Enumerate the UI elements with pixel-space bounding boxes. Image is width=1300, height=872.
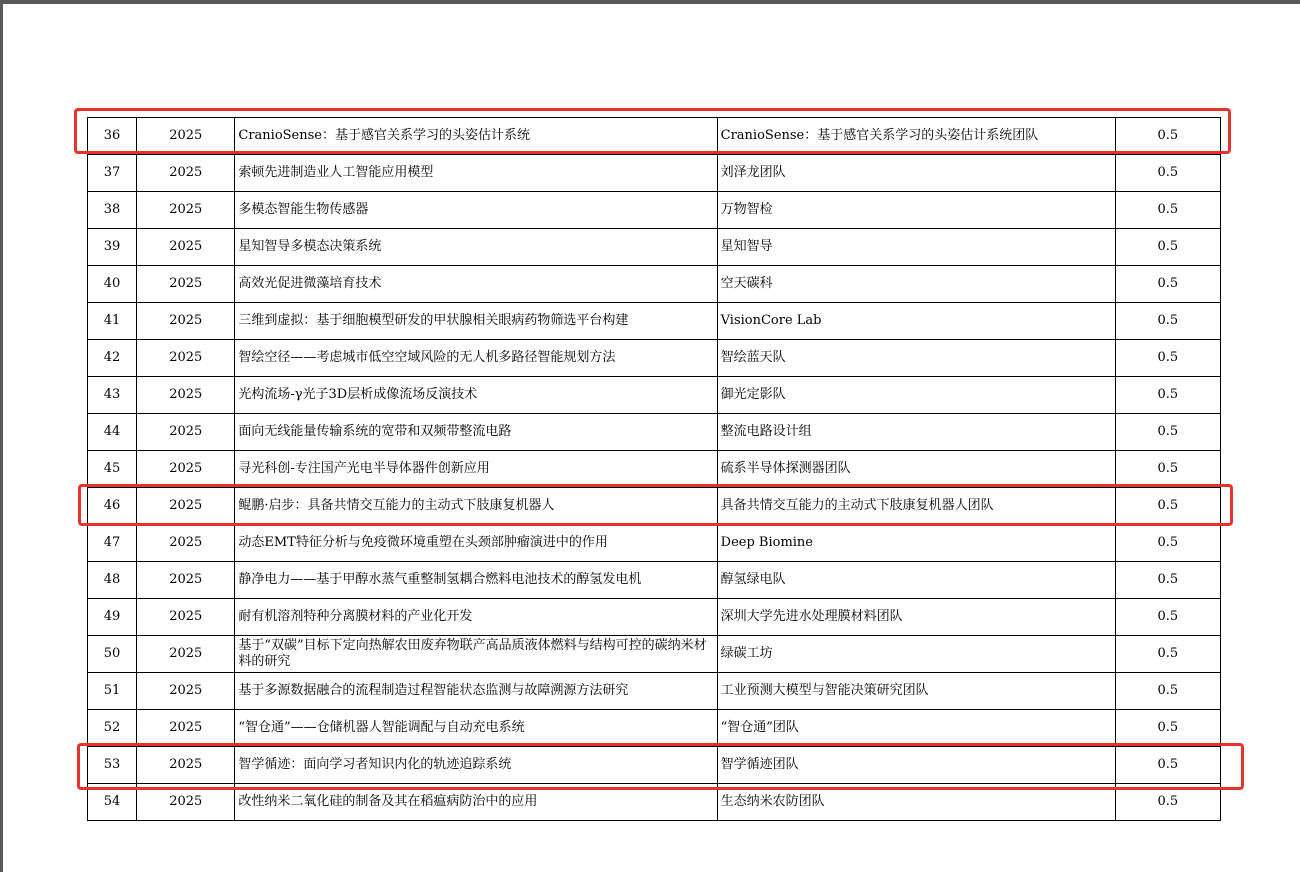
year-cell: 2025 — [137, 710, 235, 747]
award-table — [87, 117, 1221, 821]
row-number-cell: 47 — [88, 525, 137, 562]
score-cell: 0.5 — [1115, 303, 1220, 340]
year-cell: 2025 — [137, 673, 235, 710]
project-title-cell: 静净电力——基于甲醇水蒸气重整制氢耦合燃料电池技术的醇氢发电机 — [235, 562, 717, 599]
year-cell: 2025 — [137, 155, 235, 192]
table-row — [88, 599, 1221, 636]
row-number-cell: 53 — [88, 747, 137, 784]
table-row — [88, 414, 1221, 451]
row-number-cell: 43 — [88, 377, 137, 414]
row-number-cell: 45 — [88, 451, 137, 488]
team-name-cell: 生态纳米农防团队 — [717, 784, 1115, 821]
row-number-cell: 49 — [88, 599, 137, 636]
score-cell: 0.5 — [1115, 525, 1220, 562]
year-cell: 2025 — [137, 414, 235, 451]
score-cell: 0.5 — [1115, 340, 1220, 377]
table-row — [88, 192, 1221, 229]
table-row — [88, 229, 1221, 266]
team-name-cell: 御光定影队 — [717, 377, 1115, 414]
year-cell: 2025 — [137, 340, 235, 377]
table-body — [88, 118, 1221, 821]
team-name-cell: 智绘蓝天队 — [717, 340, 1115, 377]
year-cell: 2025 — [137, 303, 235, 340]
team-name-cell: 万物智检 — [717, 192, 1115, 229]
table-row — [88, 266, 1221, 303]
year-cell: 2025 — [137, 747, 235, 784]
project-title-cell: 耐有机溶剂特种分离膜材料的产业化开发 — [235, 599, 717, 636]
project-title-cell: 动态EMT特征分析与免疫微环境重塑在头颈部肿瘤演进中的作用 — [235, 525, 717, 562]
table-row — [88, 451, 1221, 488]
score-cell: 0.5 — [1115, 451, 1220, 488]
score-cell: 0.5 — [1115, 155, 1220, 192]
team-name-cell: CranioSense：基于感官关系学习的头姿估计系统团队 — [717, 118, 1115, 155]
team-name-cell: 硫系半导体探测器团队 — [717, 451, 1115, 488]
project-title-cell: 改性纳米二氧化硅的制备及其在稻瘟病防治中的应用 — [235, 784, 717, 821]
project-title-cell: 智绘空径——考虑城市低空空域风险的无人机多路径智能规划方法 — [235, 340, 717, 377]
project-title-cell: 基于“双碳”目标下定向热解农田废弃物联产高品质液体燃料与结构可控的碳纳米材料的研究 — [235, 636, 717, 673]
team-name-cell: 醇氢绿电队 — [717, 562, 1115, 599]
team-name-cell: “智仓通”团队 — [717, 710, 1115, 747]
team-name-cell: Deep Biomine — [717, 525, 1115, 562]
project-title-cell: 基于多源数据融合的流程制造过程智能状态监测与故障溯源方法研究 — [235, 673, 717, 710]
table-row — [88, 340, 1221, 377]
team-name-cell: 绿碳工坊 — [717, 636, 1115, 673]
row-number-cell: 42 — [88, 340, 137, 377]
team-name-cell: 深圳大学先进水处理膜材料团队 — [717, 599, 1115, 636]
table-row — [88, 636, 1221, 673]
table-row — [88, 562, 1221, 599]
team-name-cell: 刘泽龙团队 — [717, 155, 1115, 192]
table-row — [88, 784, 1221, 821]
row-number-cell: 41 — [88, 303, 137, 340]
year-cell: 2025 — [137, 229, 235, 266]
project-title-cell: 智学循迹：面向学习者知识内化的轨迹追踪系统 — [235, 747, 717, 784]
row-number-cell: 38 — [88, 192, 137, 229]
year-cell: 2025 — [137, 525, 235, 562]
row-number-cell: 48 — [88, 562, 137, 599]
table-row — [88, 155, 1221, 192]
table-row — [88, 118, 1221, 155]
score-cell: 0.5 — [1115, 710, 1220, 747]
row-number-cell: 44 — [88, 414, 137, 451]
year-cell: 2025 — [137, 562, 235, 599]
row-number-cell: 37 — [88, 155, 137, 192]
project-title-cell: 索顿先进制造业人工智能应用模型 — [235, 155, 717, 192]
table-row — [88, 303, 1221, 340]
year-cell: 2025 — [137, 599, 235, 636]
score-cell: 0.5 — [1115, 377, 1220, 414]
row-number-cell: 52 — [88, 710, 137, 747]
score-cell: 0.5 — [1115, 414, 1220, 451]
year-cell: 2025 — [137, 118, 235, 155]
project-title-cell: 鲲鹏·启步：具备共情交互能力的主动式下肢康复机器人 — [235, 488, 717, 525]
year-cell: 2025 — [137, 192, 235, 229]
row-number-cell: 46 — [88, 488, 137, 525]
score-cell: 0.5 — [1115, 562, 1220, 599]
year-cell: 2025 — [137, 636, 235, 673]
team-name-cell: 空天碳科 — [717, 266, 1115, 303]
row-number-cell: 54 — [88, 784, 137, 821]
year-cell: 2025 — [137, 377, 235, 414]
row-number-cell: 50 — [88, 636, 137, 673]
team-name-cell: 工业预测大模型与智能决策研究团队 — [717, 673, 1115, 710]
score-cell: 0.5 — [1115, 266, 1220, 303]
score-cell: 0.5 — [1115, 784, 1220, 821]
team-name-cell: 智学循迹团队 — [717, 747, 1115, 784]
table-row — [88, 525, 1221, 562]
project-title-cell: 光构流场-γ光子3D层析成像流场反演技术 — [235, 377, 717, 414]
table-row — [88, 673, 1221, 710]
project-title-cell: 三维到虚拟：基于细胞模型研发的甲状腺相关眼病药物筛选平台构建 — [235, 303, 717, 340]
row-number-cell: 39 — [88, 229, 137, 266]
score-cell: 0.5 — [1115, 192, 1220, 229]
team-name-cell: 具备共情交互能力的主动式下肢康复机器人团队 — [717, 488, 1115, 525]
team-name-cell: 整流电路设计组 — [717, 414, 1115, 451]
row-number-cell: 36 — [88, 118, 137, 155]
score-cell: 0.5 — [1115, 673, 1220, 710]
table-row — [88, 710, 1221, 747]
project-title-cell: 面向无线能量传输系统的宽带和双频带整流电路 — [235, 414, 717, 451]
team-name-cell: VisionCore Lab — [717, 303, 1115, 340]
score-cell: 0.5 — [1115, 488, 1220, 525]
year-cell: 2025 — [137, 451, 235, 488]
project-title-cell: 星知智导多模态决策系统 — [235, 229, 717, 266]
score-cell: 0.5 — [1115, 229, 1220, 266]
table-row — [88, 488, 1221, 525]
project-title-cell: 多模态智能生物传感器 — [235, 192, 717, 229]
project-title-cell: 寻光科创-专注国产光电半导体器件创新应用 — [235, 451, 717, 488]
row-number-cell: 51 — [88, 673, 137, 710]
project-title-cell: “智仓通”——仓储机器人智能调配与自动充电系统 — [235, 710, 717, 747]
table-row — [88, 747, 1221, 784]
score-cell: 0.5 — [1115, 118, 1220, 155]
score-cell: 0.5 — [1115, 599, 1220, 636]
table-row — [88, 377, 1221, 414]
year-cell: 2025 — [137, 784, 235, 821]
score-cell: 0.5 — [1115, 747, 1220, 784]
team-name-cell: 星知智导 — [717, 229, 1115, 266]
project-title-cell: CranioSense：基于感官关系学习的头姿估计系统 — [235, 118, 717, 155]
project-title-cell: 高效光促进微藻培育技术 — [235, 266, 717, 303]
year-cell: 2025 — [137, 266, 235, 303]
score-cell: 0.5 — [1115, 636, 1220, 673]
row-number-cell: 40 — [88, 266, 137, 303]
year-cell: 2025 — [137, 488, 235, 525]
